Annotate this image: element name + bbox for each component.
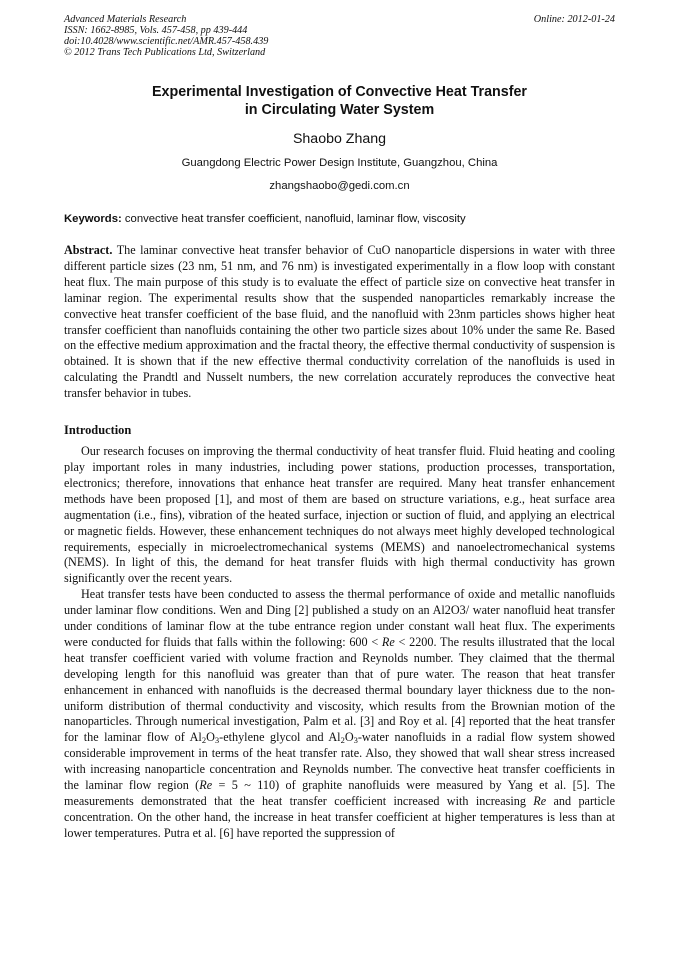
author-affiliation: Guangdong Electric Power Design Institute, Guangzhou, China: [181, 157, 498, 169]
title-line-1: Experimental Investigation of Convective Heat Transfer: [151, 84, 527, 100]
text-run: Heat transfer tests have been conducted to assess the thermal performance of oxide and metallic nanofluids under laminar flow conditions. Wen and Ding [2] published a study on an Al2O3/ water nanofluid heat transfer under conditions of laminar flow at the tube entrance region under constant wall heat flux. The experiments were conducted for fluids that falls within the following: 600 <: [64, 587, 615, 649]
text-run: -water nanofluids in a radial flow system showed considerable improvement in terms of the heat transfer rate. Also, they showed that wall shear stress increased with increasing nanoparticle concentration and Reynolds number. The convective heat transfer coefficients in the laminar flow region (: [64, 730, 615, 793]
text-run: O: [344, 730, 354, 745]
subscript: 2: [340, 735, 345, 746]
keywords-text: convective heat transfer coefficient, nanofluid, laminar flow, viscosity: [124, 213, 466, 225]
paper-page: [64, 14, 615, 842]
text-run: < 2200. The results illustrated that the local heat transfer coefficient varied with volume fraction and Reynolds number. They claimed that the thermal developing length for this nanofluid was greater than that of pure water. The reason that heat transfer enhancement in enhanced with nanofluids is the decreased thermal boundary layer thickness due to the non-uniform distribution of thermal conductivity and viscosity, which results from the Brownian motion of the nanoparticles. Through numerical investigation, Palm et al. [3] and Roy et al. [4] reported that the heat transfer for the laminar flow of Al: [64, 634, 615, 745]
reynolds-symbol: Re: [199, 778, 213, 793]
text-run: and particle concentration. On the other hand, the increase in heat transfer coefficient at higher temperatures is less than at lower temperatures. Putra et al. [6] have reported the suppression of: [64, 794, 615, 840]
abstract-text: The laminar convective heat transfer behavior of CuO nanoparticle dispersions in water with three different particle sizes (23 nm, 51 nm, and 76 nm) is investigated experimentally in a flow loop with constant heat flux. The main purpose of this study is to evaluate the effect of particle size on convective heat transfer in laminar region. The experimental results show that the suspended nanoparticles remarkably increase the convective heat transfer coefficient of the base fluid, and the nanofluid with 23nm particles shows higher heat transfer coefficient than nanofluids containing the other two particle sizes about 10% under the same Re. Based on the effective medium approximation and the fractal theory, the effective thermal conductivity of suspension is obtained. It is shown that if the new effective thermal conductivity correlation of the nanofluids is used in calculating the Prandtl and Nusselt numbers, the new correlation accurately reproduces the convective heat transfer behavior in tubes.: [64, 243, 615, 401]
issn-line: ISSN: 1662-8985, Vols. 457-458, pp 439-444: [64, 25, 248, 36]
keywords: [64, 212, 615, 226]
author-email: zhangshaobo@gedi.com.cn: [269, 180, 410, 192]
subscript: 3: [353, 735, 358, 746]
abstract-label: Abstract.: [64, 243, 113, 257]
title-line-2: in Circulating Water System: [244, 102, 435, 118]
subscript: 2: [201, 735, 207, 746]
keywords-label: Keywords:: [64, 213, 122, 225]
subscript: 3: [214, 735, 220, 746]
intro-paragraph-2: [64, 587, 615, 842]
reynolds-symbol: Re: [533, 794, 547, 808]
copyright-line: © 2012 Trans Tech Publications Ltd, Switzerland: [64, 47, 266, 58]
text-run: -ethylene glycol and Al: [219, 730, 341, 745]
section-heading-introduction: Introduction: [64, 423, 132, 438]
paper-title: [64, 83, 615, 119]
text-run: = 5 ~ 110) of graphite nanofluids were measured by Yang et al. [5]. The measurements demonstrated that the heat transfer coefficient increased with increasing: [64, 778, 615, 808]
intro-paragraph-1: Our research focuses on improving the thermal conductivity of heat transfer fluid. Fluid heating and cooling play important roles in many industries, including power stations, production processes, transportation, electronics; therefore, innovations that enhance heat transfer are required. Many heat transfer enhancement methods have been proposed [1], and most of them are based on structure variations, e.g., heat surface area augmentation (i.e., fins), vibration of the heated surface, injection or suction of fluid, and applying an electrical or magnetic fields. However, these enhancement techniques do not always meet highly developed technological requirements, especially in microelectromechanical systems (MEMS) and nanoelectromechanical systems (NEMS). In light of this, the demand for heat transfer fluids with high thermal conductivity has grown significantly over the recent years.: [64, 444, 615, 586]
text-run: O: [206, 730, 215, 745]
journal-header: [64, 14, 615, 66]
author-name: Shaobo Zhang: [292, 131, 387, 147]
journal-name: Advanced Materials Research: [64, 14, 187, 25]
doi-line: doi:10.4028/www.scientific.net/AMR.457-458.439: [64, 36, 269, 47]
reynolds-symbol: Re: [381, 634, 395, 649]
abstract: [64, 243, 615, 402]
online-date: Online: 2012-01-24: [533, 14, 615, 25]
